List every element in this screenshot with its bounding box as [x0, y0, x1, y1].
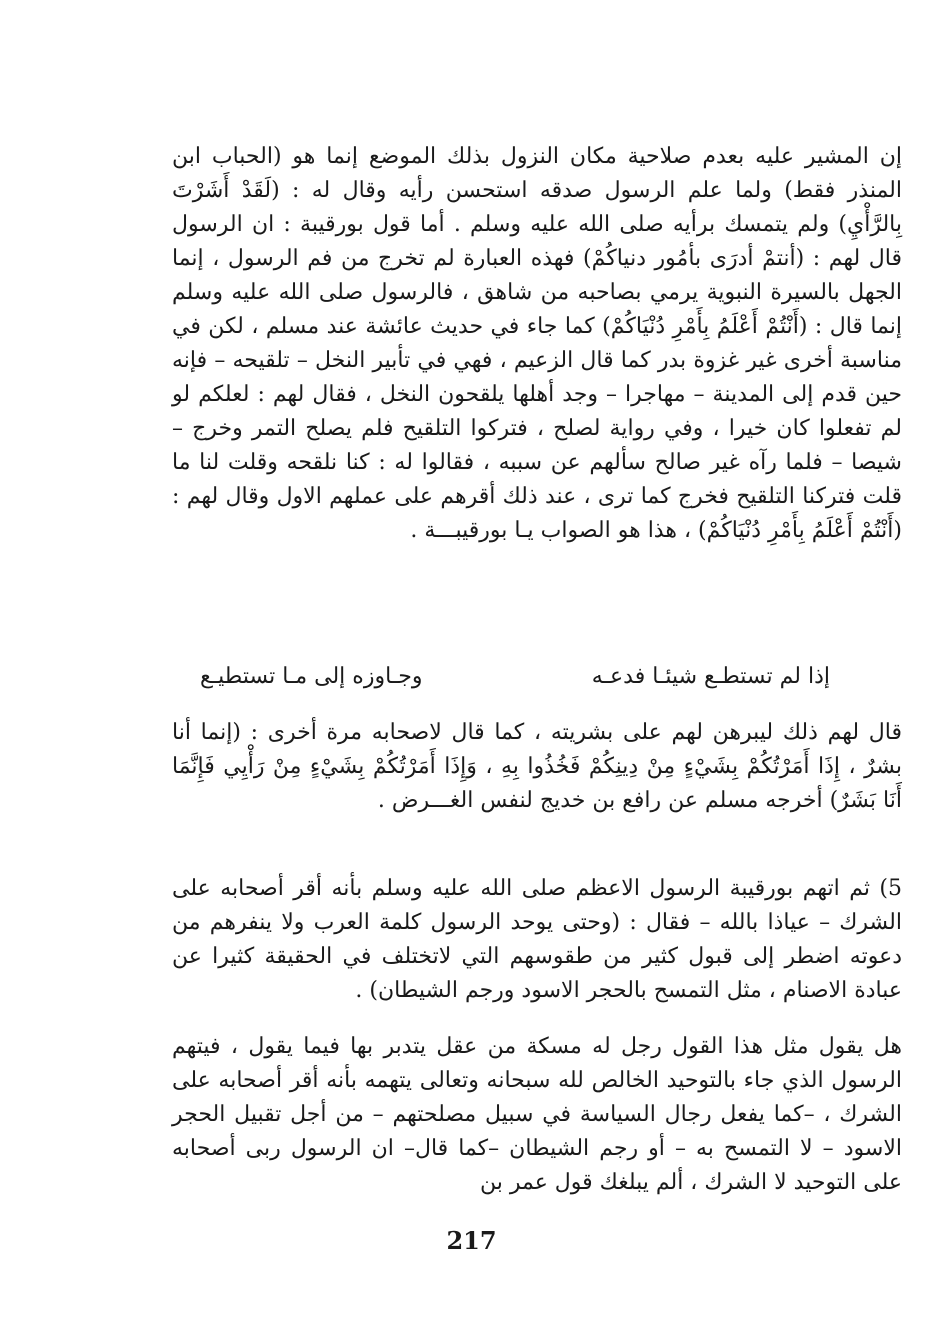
paragraph-4	[172, 1030, 902, 1200]
paragraph-1	[172, 140, 902, 548]
poetry-verse	[200, 660, 830, 694]
paragraph-4-text: هل يقول مثل هذا القول رجل له مسكة من عقل يتدبر بها فيما يقول ، فيتهم الرسول الذي جاء بالتوحيد الخالص لله سبحانه وتعالى يتهمه بأنه أقر أصحابه على الشرك ، –كما يفعل رجال السياسة في سبيل مصلحتهم – من أجل تقبيل الحجر الاسود – لا التمسح به – أو رجم الشيطان –كما قال– ان الرسول ربى أصحابه على التوحيد لا الشرك ، ألم يبلغك قول عمر بن	[172, 1034, 902, 1195]
page-number: 217	[446, 1226, 497, 1255]
verse-first-hemistich: إذا لم تستطـع شيئـا فدعـه	[591, 664, 830, 689]
paragraph-1-text: إن المشير عليه بعدم صلاحية مكان النزول بذلك الموضع إنما هو (الحباب ابن المنذر فقط) ولما علم الرسول صدقه استحسن رأيه وقال له : (لَقَدْ أَشَرْتَ بِالرَّأْيِ) ولم يتمسك برأيه صلى الله عليه وسلم . أما قول بورقيبة : ان الرسول قال لهم : (أنتمْ أدرَى بأمُور دنياكُمْ) فهذه العبارة لم تخرج من فم الرسول ، إنما الجهل بالسيرة النبوية يرمي بصاحبه من شاهق ، فالرسول صلى الله عليه وسلم إنما قال : (أَنْتُمْ أَعْلَمُ بِأَمْرِ دُنْيَاكُمْ) كما جاء في حديث عائشة عند مسلم ، لكن في مناسبة أخرى غير غزوة بدر كما قال الزعيم ، فهي في تأبير النخل – تلقيحه – فإنه حين قدم إلى المدينة – مهاجرا – وجد أهلها يلقحون النخل ، فقال لهم : لعلكم لو لم تفعلوا كان خيرا ، وفي رواية لصلح ، فتركوا التلقيح فلم يصلح التمر وخرج – شيصا – فلما رآه غير صالح سألهم عن سببه ، فقالوا له : كنا نلقحه وقلت لنا ما قلت فتركنا التلقيح فخرج كما ترى ، عند ذلك أقرهم على عملهم الاول وقال لهم : (أَنْتُمْ أَعْلَمُ بِأَمْرِ دُنْيَاكُمْ) ، هذا هو الصواب يـا بورقيبـــة .	[172, 144, 902, 543]
verse-second-hemistich: وجـاوزه إلى مـا تستطيـع	[200, 664, 423, 689]
paragraph-3	[172, 872, 902, 1008]
paragraph-2	[172, 716, 902, 818]
paragraph-2-text: قال لهم ذلك ليبرهن لهم على بشريته ، كما قال لاصحابه مرة أخرى : (إنما أنا بشرٌ ، إِذَا أَمَرْتُكُمْ بِشَيْءٍ مِنْ دِينِكُمْ فَخُذُوا بِهِ ، وَإِذَا أَمَرْتُكُمْ بِشَيْءٍ مِنْ رَأْيِي فَإِنَّمَا أَنَا بَشَرٌ) أخرجه مسلم عن رافع بن خديج لنفس الغـــرض .	[172, 720, 902, 813]
paragraph-3-text: 5) ثم اتهم بورقيبة الرسول الاعظم صلى الله عليه وسلم بأنه أقر أصحابه على الشرك – عياذا بالله – فقال : (وحتى يوحد الرسول كلمة العرب ولا ينفرهم من دعوته اضطر إلى قبول كثير من طقوسهم التي لاتختلف في الحقيقة كثيرا عن عبادة الاصنام ، مثل التمسح بالحجر الاسود ورجم الشيطان) .	[172, 876, 902, 1003]
